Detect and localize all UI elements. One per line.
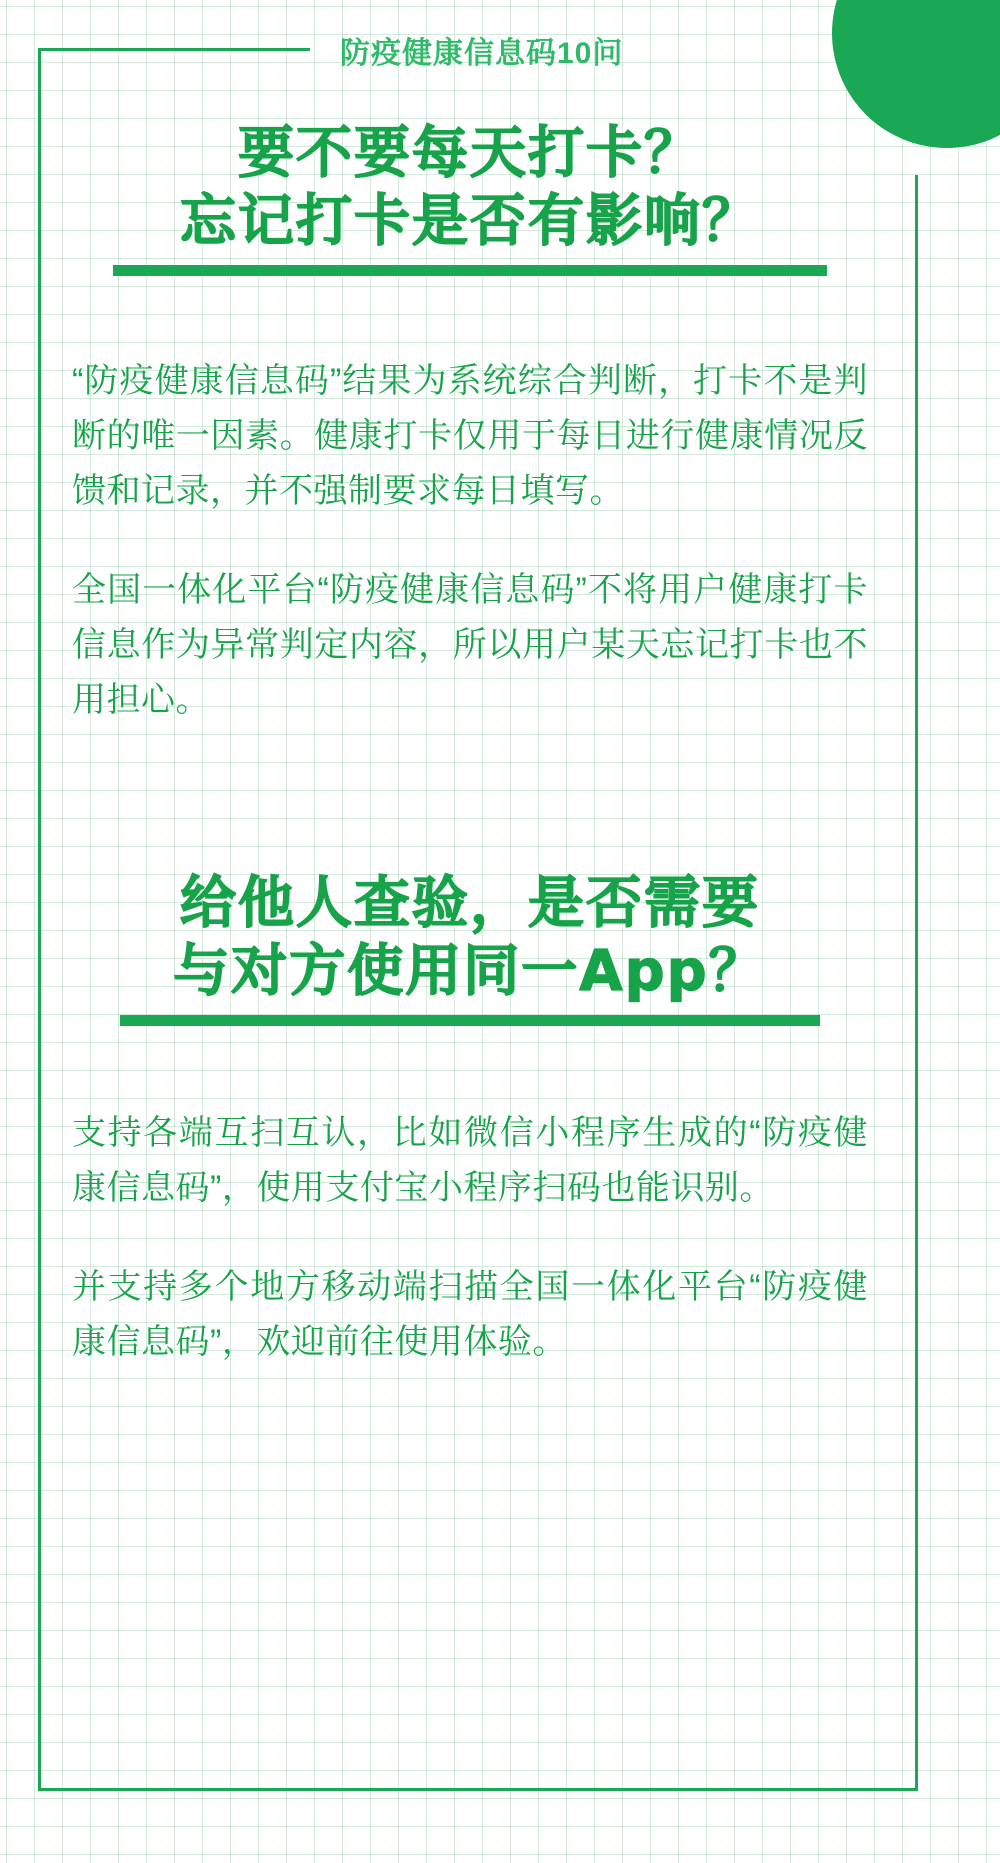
- section-1-heading-line-2: 忘记打卡是否有影响？: [180, 189, 760, 255]
- poster-kicker-title: 防疫健康信息码10问: [340, 37, 624, 70]
- section-1-heading-line-1: 要不要每天打卡？: [238, 121, 702, 186]
- section-1-underline: [113, 265, 827, 276]
- section-2-heading-line-2: 与对方使用同一App？: [173, 939, 767, 1005]
- section-spacer: [64, 762, 876, 870]
- frame-line-bottom: [38, 1788, 918, 1791]
- frame-line-right: [915, 175, 918, 1791]
- section-1-body: [64, 354, 876, 728]
- section-2-paragraph-2: 并支持多个地方移动端扫描全国一体化平台“防疫健康信息码”，欢迎前往使用体验。: [72, 1267, 868, 1361]
- section-1-heading: [64, 120, 876, 257]
- section-2-body: [64, 1106, 876, 1370]
- section-daily-checkin: [64, 120, 876, 728]
- section-1-paragraph-2: 全国一体化平台“防疫健康信息码”不将用户健康打卡信息作为异常判定内容，所以用户某天忘记打卡也不用担心。: [72, 570, 868, 720]
- section-2-paragraph-1: 支持各端互扫互认，比如微信小程序生成的“防疫健康信息码”，使用支付宝小程序扫码也能识别。: [72, 1113, 868, 1207]
- section-cross-app-scan: [64, 870, 876, 1370]
- section-1-paragraph-1: “防疫健康信息码”结果为系统综合判断，打卡不是判断的唯一因素。健康打卡仅用于每日进行健康情况反馈和记录，并不强制要求每日填写。: [72, 361, 868, 510]
- poster-content: [64, 120, 876, 1404]
- section-2-underline: [120, 1015, 820, 1026]
- frame-line-left: [38, 48, 41, 1788]
- section-2-heading-line-1: 给他人查验，是否需要: [180, 871, 760, 937]
- section-2-heading: [64, 870, 876, 1007]
- frame-line-top: [38, 48, 310, 51]
